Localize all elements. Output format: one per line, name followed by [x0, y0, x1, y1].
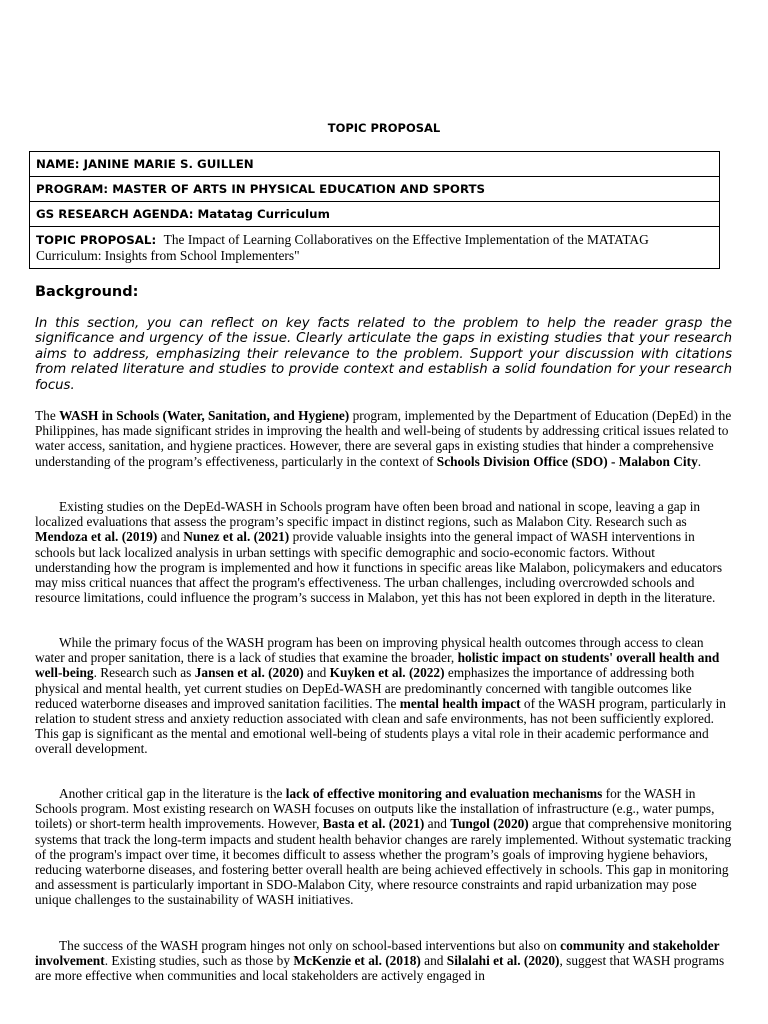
topic-label: TOPIC PROPOSAL:: [36, 233, 157, 247]
p5-text-4: , suggest that WASH programs are more effective when communities and local stakeholders are actively engaged in: [35, 953, 725, 984]
paragraph-5: [35, 938, 732, 984]
paragraph-4: [35, 786, 732, 908]
name-label: NAME: JANINE MARIE S. GUILLEN: [36, 157, 254, 171]
p5-bold-2: McKenzie et al. (2018): [293, 953, 421, 969]
paragraph-2: [35, 499, 732, 605]
p2-text-2: and: [157, 529, 184, 545]
program-cell: [30, 177, 720, 202]
p4-bold-2: Basta et al. (2021): [322, 816, 425, 832]
p4-bold-1: lack of effective monitoring and evaluation mechanisms: [285, 786, 603, 801]
background-heading: Background:: [35, 284, 139, 300]
p4-text-3: and: [424, 816, 451, 832]
agenda-cell: [30, 202, 720, 227]
p5-bold-3: Silalahi et al. (2020): [446, 953, 560, 969]
p1-text-3: .: [697, 453, 702, 469]
agenda-label: GS RESEARCH AGENDA: Matatag Curriculum: [36, 207, 330, 221]
p5-text-3: and: [420, 953, 447, 969]
p4-text-4: argue that comprehensive monitoring systems that track the long-term impacts and student health behavior changes are rarely implemented. Without systematic tracking of the program's impact over time, it becomes difficult to assess whether the program’s goals of improving hygiene behaviors, reducing waterborne diseases, and fostering better overall health are being achieved effectively in schools. This gap in monitoring and assessment is particularly important in SDO-Malabon City, where resource constraints and rapid urbanization may pose unique challenges to the sustainability of WASH initiatives.: [35, 816, 732, 908]
topic-cell: [30, 227, 720, 269]
p2-bold-1: Mendoza et al. (2019): [35, 529, 158, 545]
page-title: TOPIC PROPOSAL: [327, 121, 441, 135]
program-label: PROGRAM: MASTER OF ARTS IN PHYSICAL EDUCATION AND SPORTS: [36, 182, 486, 196]
p2-bold-2: Nunez et al. (2021): [183, 529, 290, 545]
background-instructions: In this section, you can reflect on key facts related to the problem to help the reader grasp the significance and urgency of the issue. Clearly articulate the gaps in existing studies that your research aims to address, emphasizing their relevance to the problem. Support your discussion with citations from related literature and studies to provide context and establish a solid foundation for your research focus.: [35, 316, 732, 393]
p5-text-1: The success of the WASH program hinges not only on school-based interventions but also on: [59, 938, 561, 953]
p4-text-1: Another critical gap in the literature is the: [59, 786, 286, 801]
p3-text-4: emphasizes the importance of addressing both physical and mental health, yet current studies on DepEd-WASH are predominantly concerned with tangible outcomes like reduced waterborne diseases and improved sanitation facilities. The: [35, 665, 695, 711]
p3-text-1: While the primary focus of the WASH program has been on improving physical health outcomes through access to clean water and proper sanitation, there is a lack of studies that examine the broader,: [35, 635, 704, 666]
p3-bold-2: Jansen et al. (2020): [194, 665, 304, 681]
topic-text: The Impact of Learning Collaboratives on the Effective Implementation of the MATATAG Curriculum: Insights from School Implementers": [36, 232, 649, 263]
p2-text-3: provide valuable insights into the general impact of WASH interventions in schools but lack localized analysis in urban settings with specific demographic and socio-economic factors. Without understanding how the program is implemented and how it functions in specific areas like Malabon, policymakers and educators may miss critical nuances that affect the program's effectiveness. The urban challenges, including overcrowded schools and resource limitations, could influence the program’s success in Malabon, yet this has not been explored in depth in the literature.: [35, 529, 723, 606]
program-row: [30, 177, 720, 202]
p1-text-1: The: [35, 408, 60, 423]
paragraph-1: [35, 408, 732, 469]
p3-text-3: and: [303, 665, 330, 681]
p1-bold-1: WASH in Schools (Water, Sanitation, and Hygiene): [59, 408, 350, 423]
p5-text-2: . Existing studies, such as those by: [104, 953, 294, 969]
name-cell: [30, 152, 720, 177]
p5-bold-1: community and stakeholder involvement: [35, 938, 720, 969]
p4-text-2: for the WASH in Schools program. Most existing research on WASH focuses on outputs like the installation of infrastructure (e.g., water pumps, toilets) or short-term health improvements. However,: [35, 786, 715, 832]
p4-bold-3: Tungol (2020): [450, 816, 529, 832]
paragraph-3: [35, 635, 732, 757]
p3-text-2: . Research such as: [93, 665, 195, 681]
p2-text-1: Existing studies on the DepEd-WASH in Schools program have often been broad and national in scope, leaving a gap in localized evaluations that assess the program’s specific impact in distinct regions, such as Malabon City. Research such as: [35, 499, 701, 530]
p3-bold-1: holistic impact on students' overall health and well-being: [35, 650, 720, 681]
p3-bold-4: mental health impact: [399, 695, 521, 711]
p3-text-5: of the WASH program, particularly in relation to student stress and anxiety reduction associated with clean and safe environments, has not been sufficiently explored. This gap is significant as the mental and emotional well-being of students plays a vital role in their academic performance and overall development.: [35, 695, 726, 757]
topic-row: [30, 227, 720, 269]
p1-text-2: program, implemented by the Department of Education (DepEd) in the Philippines, has made significant strides in improving the health and well-being of students by addressing critical issues related to water access, sanitation, and hygiene practices. However, there are several gaps in existing studies that hinder a comprehensive understanding of the program’s effectiveness, particularly in the context of: [35, 408, 732, 469]
info-table: [29, 151, 720, 269]
name-row: [30, 152, 720, 177]
p1-bold-2: Schools Division Office (SDO) - Malabon City: [436, 453, 698, 469]
p3-bold-3: Kuyken et al. (2022): [329, 665, 445, 681]
agenda-row: [30, 202, 720, 227]
